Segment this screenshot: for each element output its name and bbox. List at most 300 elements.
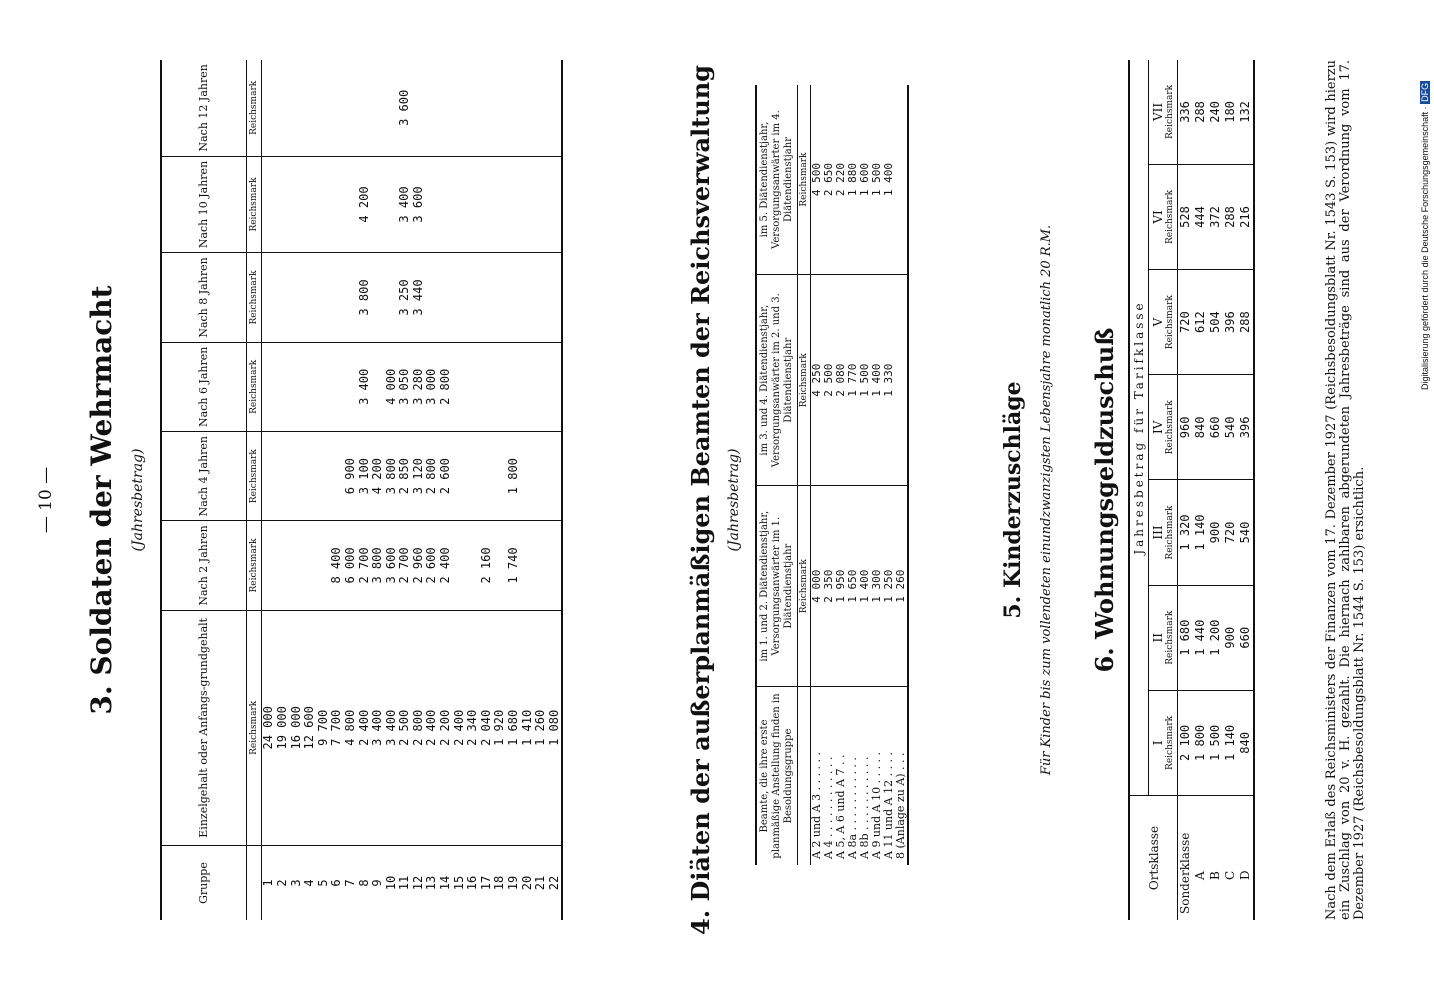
table-cell: 720 — [1223, 480, 1238, 585]
table-cell — [371, 156, 385, 253]
soldier-pay-table — [160, 60, 563, 920]
table-cell — [480, 60, 494, 156]
table-cell: 11 — [398, 846, 412, 921]
table-cell: 4 200 — [358, 156, 372, 253]
table-cell: 9 — [371, 846, 385, 921]
unit-label: Reichsmark — [247, 156, 262, 253]
table-cell: 4 000 — [811, 486, 824, 687]
table-cell — [895, 85, 908, 275]
diaeten-table — [755, 85, 909, 865]
page-number: — 10 — — [36, 466, 56, 534]
table-cell — [262, 342, 276, 431]
table-cell — [466, 60, 480, 156]
table-cell — [371, 60, 385, 156]
table-row — [480, 60, 494, 920]
table-cell: 288 — [1193, 60, 1208, 164]
col-besoldungsgruppe: Beamte, die ihre erste planmäßige Anstellung finden in Besoldungsgruppe — [756, 687, 798, 866]
table-cell: 1 400 — [859, 486, 871, 687]
unit-label: Reichsmark — [1165, 505, 1175, 560]
table-cell: 20 — [521, 846, 535, 921]
table-row — [883, 85, 895, 865]
table-cell: 1 250 — [883, 486, 895, 687]
table-cell: 288 — [1223, 164, 1238, 269]
table-cell: 2 200 — [439, 610, 453, 845]
table-cell: 19 — [507, 846, 521, 921]
table-cell: 1 200 — [1208, 585, 1223, 690]
table-cell — [439, 60, 453, 156]
table-cell — [330, 60, 344, 156]
table-cell: 13 — [425, 846, 439, 921]
table-cell — [290, 342, 304, 431]
table-cell: 3 400 — [371, 610, 385, 845]
table-cell — [895, 275, 908, 486]
table-cell: A 8b . . . . . . . . . . . — [859, 687, 871, 866]
table-cell: 4 200 — [371, 431, 385, 520]
table-cell: 2 080 — [835, 275, 847, 486]
table-row — [317, 60, 331, 920]
table-cell: 2 800 — [412, 610, 426, 845]
table-cell — [534, 60, 548, 156]
table-cell — [521, 156, 535, 253]
section-6-note: Nach dem Erlaß des Reichsministers der Finanzen vom 17. Dezember 1927 (Reichsbesoldungsblatt Nr. 1543 S. 153) wird hierzu ein Zuschlag von 20 v. H. gezahlt. Die hiernach zahlbaren abgerundeten Jahresbeträge sind aus der Verordnung vom 17. Dezember 1927 (Reichsbesoldungsblatt Nr. 1544 S. 153) ersichtlich. — [1324, 60, 1367, 920]
col-span-jahresbetrag: Jahresbetrag für Tarifklasse — [1129, 60, 1149, 796]
table-cell: 3 800 — [385, 431, 399, 520]
table-cell: 3 800 — [358, 253, 372, 342]
table-cell: 7 — [344, 846, 358, 921]
unit-label: Reichsmark — [798, 486, 811, 687]
table-cell: 6 000 — [344, 521, 358, 610]
table-cell: 1 740 — [507, 521, 521, 610]
table-cell: 3 — [290, 846, 304, 921]
table-row — [290, 60, 304, 920]
table-cell: 18 — [493, 846, 507, 921]
table-cell — [425, 156, 439, 253]
col-diaet-1-2: im 1. und 2. Diätendienstjahr, Versorgungsanwärter im 1. Diätendienstjahr — [756, 486, 798, 687]
unit-label: Reichsmark — [247, 610, 262, 845]
table-cell — [480, 431, 494, 520]
table-row — [398, 60, 412, 920]
table-cell — [548, 342, 563, 431]
table-cell: A 11 und A 12 . . . . — [883, 687, 895, 866]
table-cell: 2 400 — [439, 521, 453, 610]
table-row — [262, 60, 276, 920]
table-cell — [344, 342, 358, 431]
table-cell: 19 000 — [276, 610, 290, 845]
table-cell: A 4 . . . . . . . . . . . . — [823, 687, 835, 866]
table-cell: 3 600 — [398, 60, 412, 156]
table-cell: 2 040 — [480, 610, 494, 845]
table-cell: 6 — [330, 846, 344, 921]
table-cell — [453, 521, 467, 610]
table-cell — [371, 253, 385, 342]
unit-label: Reichsmark — [1165, 295, 1175, 350]
table-cell — [385, 60, 399, 156]
table-row — [358, 60, 372, 920]
table-cell: 6 900 — [344, 431, 358, 520]
table-cell: 2 340 — [466, 610, 480, 845]
table-cell: 2 500 — [398, 610, 412, 845]
section-4-subtitle: (Jahresbetrag) — [726, 448, 742, 552]
unit-label: Reichsmark — [1165, 715, 1175, 770]
table-cell: 528 — [1178, 164, 1194, 269]
table-cell: 1 320 — [1178, 480, 1194, 585]
table-row — [330, 60, 344, 920]
table-cell: 5 — [317, 846, 331, 921]
table-cell: 8 400 — [330, 521, 344, 610]
table-cell — [466, 253, 480, 342]
table-cell: 16 — [466, 846, 480, 921]
table-cell: A 2 und A 3 . . . . . . — [811, 687, 824, 866]
table-row — [344, 60, 358, 920]
tarifklasse-label: V — [1151, 317, 1165, 327]
table-cell: 840 — [1193, 375, 1208, 480]
table-cell: 1 400 — [871, 275, 883, 486]
table-cell — [358, 60, 372, 156]
table-cell — [344, 253, 358, 342]
table-cell — [303, 431, 317, 520]
table-cell: 1 140 — [1223, 690, 1238, 795]
table-row — [859, 85, 871, 865]
table-row — [548, 60, 563, 920]
table-cell: 2 700 — [398, 521, 412, 610]
table-cell: 1 330 — [883, 275, 895, 486]
table-cell — [521, 431, 535, 520]
table-cell — [303, 342, 317, 431]
tarifklasse-label: IV — [1151, 420, 1165, 435]
unit-label: Reichsmark — [247, 60, 262, 156]
table-cell — [534, 342, 548, 431]
table-cell: 3 400 — [358, 342, 372, 431]
table-row — [521, 60, 535, 920]
table-cell: 2 220 — [835, 85, 847, 275]
table-cell — [330, 253, 344, 342]
table-cell: 900 — [1223, 585, 1238, 690]
table-cell: 396 — [1238, 375, 1254, 480]
table-cell — [439, 253, 453, 342]
table-row — [1193, 60, 1208, 920]
table-cell — [521, 342, 535, 431]
table-cell: 540 — [1238, 480, 1254, 585]
table-row — [385, 60, 399, 920]
table-cell: Sonderklasse — [1178, 796, 1194, 921]
table-row — [412, 60, 426, 920]
table-cell: 3 400 — [398, 156, 412, 253]
table-row — [453, 60, 467, 920]
table-cell — [290, 60, 304, 156]
table-cell — [548, 521, 563, 610]
table-cell — [493, 60, 507, 156]
table-cell: 24 000 — [262, 610, 276, 845]
table-cell — [425, 253, 439, 342]
table-cell — [385, 253, 399, 342]
table-cell: 16 000 — [290, 610, 304, 845]
table-cell — [534, 521, 548, 610]
table-cell: 1 500 — [1208, 690, 1223, 795]
table-cell: 12 — [412, 846, 426, 921]
unit-label: Reichsmark — [247, 253, 262, 342]
col-tarifklasse — [1149, 690, 1178, 795]
table-row — [371, 60, 385, 920]
unit-row — [798, 85, 811, 865]
table-cell: 336 — [1178, 60, 1194, 164]
table-cell — [548, 60, 563, 156]
unit-label: Reichsmark — [247, 342, 262, 431]
table-cell: 1 260 — [895, 486, 908, 687]
col-einzelgehalt: Einzelgehalt oder Anfangs-grundgehalt — [161, 610, 247, 845]
table-row — [439, 60, 453, 920]
table-cell: 1 600 — [859, 85, 871, 275]
table-cell — [425, 60, 439, 156]
col-tarifklasse — [1149, 164, 1178, 269]
tarifklasse-label: VI — [1151, 210, 1165, 224]
col-diaet-5: im 5. Diätendienstjahr, Versorgungsanwärter im 4. Diätendienstjahr — [756, 85, 798, 275]
table-cell — [480, 342, 494, 431]
table-cell: 22 — [548, 846, 563, 921]
table-cell: 180 — [1223, 60, 1238, 164]
sidebar-credit — [1418, 10, 1432, 390]
table-cell — [534, 253, 548, 342]
col-tarifklasse — [1149, 585, 1178, 690]
table-cell: 504 — [1208, 270, 1223, 375]
table-cell — [344, 156, 358, 253]
dfg-logo: DFG — [1420, 82, 1430, 102]
table-cell: 3 400 — [385, 610, 399, 845]
table-cell — [493, 431, 507, 520]
table-cell: A 8a . . . . . . . . . . . — [847, 687, 859, 866]
table-cell: 840 — [1238, 690, 1254, 795]
table-cell: 3 100 — [358, 431, 372, 520]
table-cell — [290, 156, 304, 253]
unit-label: Reichsmark — [1165, 189, 1175, 245]
table-cell: 540 — [1223, 375, 1238, 480]
table-cell — [453, 156, 467, 253]
table-cell: 2 400 — [425, 610, 439, 845]
table-row — [534, 60, 548, 920]
table-cell: 2 600 — [439, 431, 453, 520]
table-cell: 2 160 — [480, 521, 494, 610]
table-cell — [534, 431, 548, 520]
table-cell: 1 140 — [1193, 480, 1208, 585]
unit-label: Reichsmark — [1165, 610, 1175, 665]
table-cell: 660 — [1208, 375, 1223, 480]
table-cell: 1 400 — [883, 85, 895, 275]
table-cell: 1 950 — [835, 486, 847, 687]
table-row — [466, 60, 480, 920]
table-cell: 1 410 — [521, 610, 535, 845]
table-cell — [317, 521, 331, 610]
table-cell — [507, 60, 521, 156]
col-6-years: Nach 6 Jahren — [161, 342, 247, 431]
table-cell: 4 250 — [811, 275, 824, 486]
table-cell — [480, 156, 494, 253]
table-cell: 4 — [303, 846, 317, 921]
table-cell: 960 — [1178, 375, 1194, 480]
table-cell: 1 920 — [493, 610, 507, 845]
table-cell — [548, 156, 563, 253]
table-row — [1208, 60, 1223, 920]
table-cell — [303, 60, 317, 156]
table-cell — [507, 156, 521, 253]
col-tarifklasse — [1149, 480, 1178, 585]
table-cell — [521, 253, 535, 342]
section-5-title: 5. Kinderzuschläge — [1000, 381, 1026, 619]
table-cell — [262, 60, 276, 156]
table-cell: 1 800 — [507, 431, 521, 520]
col-12-years: Nach 12 Jahren — [161, 60, 247, 156]
table-row — [811, 85, 824, 865]
table-row — [1223, 60, 1238, 920]
table-cell — [317, 156, 331, 253]
col-2-years: Nach 2 Jahren — [161, 521, 247, 610]
section-3-subtitle: (Jahresbetrag) — [130, 448, 146, 552]
table-cell: 8 (Anlage zu A) . . . — [895, 687, 908, 866]
table-cell: 2 700 — [358, 521, 372, 610]
table-cell: 4 800 — [344, 610, 358, 845]
table-cell: 1 650 — [847, 486, 859, 687]
table-cell — [276, 431, 290, 520]
table-cell: 3 050 — [398, 342, 412, 431]
table-cell — [303, 156, 317, 253]
table-cell: 396 — [1223, 270, 1238, 375]
table-row — [1238, 60, 1254, 920]
table-cell: 15 — [453, 846, 467, 921]
table-cell: 4 500 — [811, 85, 824, 275]
table-cell — [453, 342, 467, 431]
table-cell — [317, 342, 331, 431]
table-cell — [262, 156, 276, 253]
table-cell: 1 500 — [859, 275, 871, 486]
table-cell: 1 — [262, 846, 276, 921]
table-cell: 1 260 — [534, 610, 548, 845]
table-cell: 4 000 — [385, 342, 399, 431]
table-cell: 2 650 — [823, 85, 835, 275]
table-cell: 240 — [1208, 60, 1223, 164]
table-cell — [466, 521, 480, 610]
table-cell: 3 280 — [412, 342, 426, 431]
table-row — [871, 85, 883, 865]
table-cell — [534, 156, 548, 253]
table-row — [507, 60, 521, 920]
table-cell: 2 960 — [412, 521, 426, 610]
table-cell: 1 680 — [1178, 585, 1194, 690]
table-cell — [466, 156, 480, 253]
table-cell: 1 800 — [1193, 690, 1208, 795]
table-cell — [521, 521, 535, 610]
table-cell: 3 800 — [371, 521, 385, 610]
table-row — [835, 85, 847, 865]
table-cell: 1 440 — [1193, 585, 1208, 690]
table-cell: 2 100 — [1178, 690, 1194, 795]
table-cell — [466, 342, 480, 431]
table-row — [1178, 60, 1194, 920]
table-cell: D — [1238, 796, 1254, 921]
unit-label: Reichsmark — [1165, 84, 1175, 139]
unit-label: Reichsmark — [247, 431, 262, 520]
table-cell: 3 120 — [412, 431, 426, 520]
table-cell — [262, 253, 276, 342]
table-cell — [521, 60, 535, 156]
wohnungsgeld-table — [1128, 60, 1255, 920]
table-cell: 372 — [1208, 164, 1223, 269]
credit-text: Digitalisierung gefördert durch die Deutsche Forschungsgemeinschaft · — [1420, 106, 1430, 390]
table-cell: 9 700 — [317, 610, 331, 845]
table-cell: 14 — [439, 846, 453, 921]
tarifklasse-label: VII — [1151, 102, 1165, 122]
col-4-years: Nach 4 Jahren — [161, 431, 247, 520]
table-cell — [317, 60, 331, 156]
section-6-title: 6. Wohnungsgeldzuschuß — [1090, 327, 1119, 673]
table-cell — [262, 521, 276, 610]
table-cell — [453, 431, 467, 520]
table-cell — [548, 253, 563, 342]
table-cell: C — [1223, 796, 1238, 921]
table-cell — [453, 60, 467, 156]
unit-label: Reichsmark — [1165, 400, 1175, 455]
table-cell: 612 — [1193, 270, 1208, 375]
col-10-years: Nach 10 Jahren — [161, 156, 247, 253]
table-cell — [371, 342, 385, 431]
table-cell: 1 500 — [871, 85, 883, 275]
table-cell: 3 000 — [425, 342, 439, 431]
table-cell: 720 — [1178, 270, 1194, 375]
table-row — [847, 85, 859, 865]
table-cell — [507, 342, 521, 431]
table-cell — [466, 431, 480, 520]
section-3-title: 3. Soldaten der Wehrmacht — [85, 285, 118, 715]
table-cell — [548, 431, 563, 520]
table-cell — [276, 253, 290, 342]
col-tarifklasse — [1149, 375, 1178, 480]
table-cell: 3 600 — [412, 156, 426, 253]
table-cell — [276, 521, 290, 610]
table-cell: 17 — [480, 846, 494, 921]
table-cell — [344, 60, 358, 156]
table-cell: 1 080 — [548, 610, 563, 845]
table-cell — [412, 60, 426, 156]
table-cell: 2 400 — [453, 610, 467, 845]
table-cell — [480, 253, 494, 342]
table-cell: 1 880 — [847, 85, 859, 275]
table-cell — [290, 253, 304, 342]
table-cell — [493, 156, 507, 253]
table-row — [303, 60, 317, 920]
table-cell — [439, 156, 453, 253]
table-cell — [330, 431, 344, 520]
table-cell — [493, 521, 507, 610]
table-cell: 2 850 — [398, 431, 412, 520]
table-cell: 3 440 — [412, 253, 426, 342]
table-cell: 1 680 — [507, 610, 521, 845]
table-cell: 7 700 — [330, 610, 344, 845]
table-cell: 2 800 — [439, 342, 453, 431]
table-row — [493, 60, 507, 920]
table-cell: 3 600 — [385, 521, 399, 610]
tarifklasse-label: I — [1151, 740, 1165, 746]
unit-label: Reichsmark — [798, 275, 811, 486]
col-gruppe: Gruppe — [161, 846, 247, 921]
table-row — [895, 85, 908, 865]
table-cell: 21 — [534, 846, 548, 921]
tarifklasse-label: II — [1151, 632, 1165, 643]
col-8-years: Nach 8 Jahren — [161, 253, 247, 342]
table-cell: 12 600 — [303, 610, 317, 845]
table-cell: 1 300 — [871, 486, 883, 687]
table-cell — [330, 342, 344, 431]
table-cell: 132 — [1238, 60, 1254, 164]
table-cell — [385, 156, 399, 253]
table-cell: 2 — [276, 846, 290, 921]
table-cell: 2 600 — [425, 521, 439, 610]
